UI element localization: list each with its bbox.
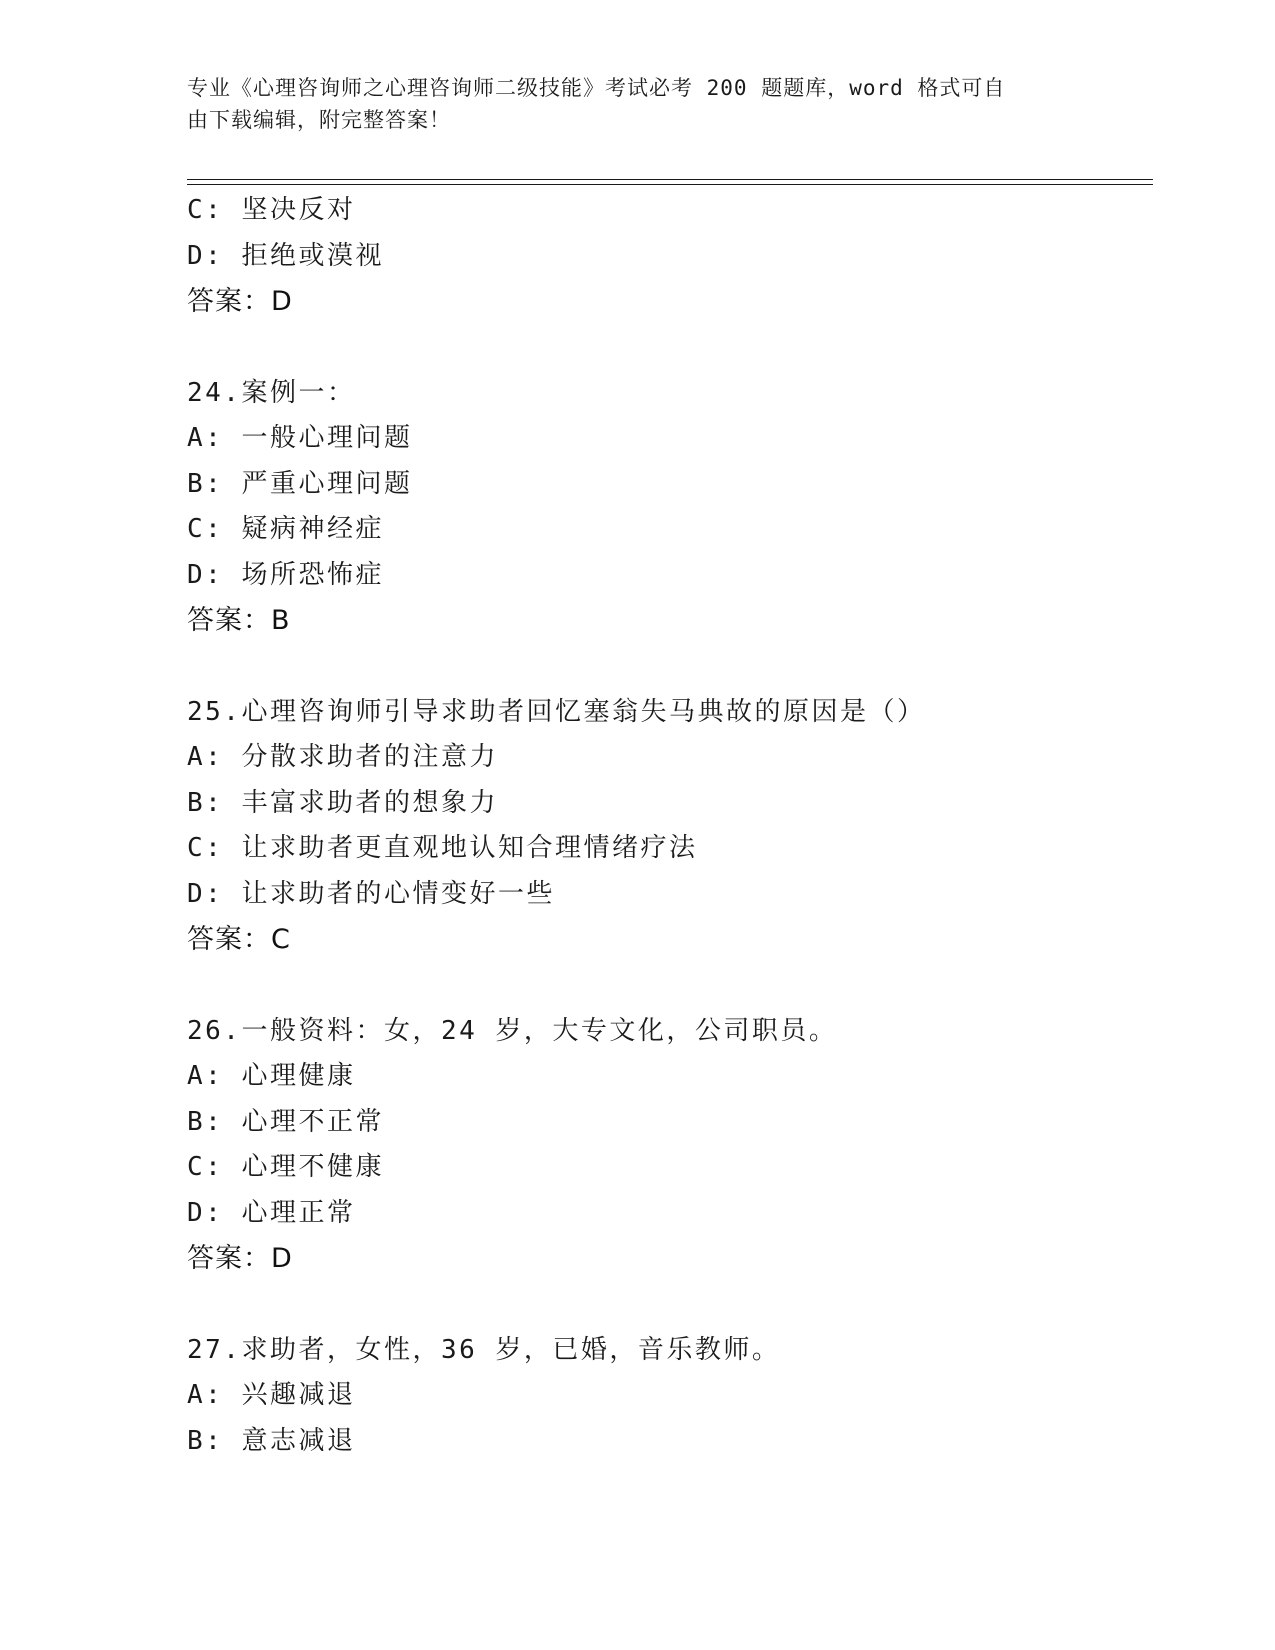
question-27 <box>187 1328 1147 1465</box>
question-23-tail <box>187 188 1147 325</box>
answer-line: 答案：D <box>187 286 293 317</box>
question-stem: 26.一般资料：女，24 岁，大专文化，公司职员。 <box>187 1015 838 1046</box>
option-c: C: 让求助者更直观地认知合理情绪疗法 <box>187 833 698 863</box>
answer-line: 答案：C <box>187 924 291 955</box>
option-b: B: 严重心理问题 <box>187 468 413 499</box>
option-d: D: 拒绝或漠视 <box>187 240 384 271</box>
option-d: D: 让求助者的心情变好一些 <box>187 878 555 909</box>
option-a: A: 分散求助者的注意力 <box>187 742 498 772</box>
option-b: B: 丰富求助者的想象力 <box>187 787 498 818</box>
option-c: C: 疑病神经症 <box>187 514 384 544</box>
option-d: D: 心理正常 <box>187 1197 356 1228</box>
header-line-2: 由下载编辑，附完整答案！ <box>187 108 451 132</box>
header-line-1: 专业《心理咨询师之心理咨询师二级技能》考试必考 200 题题库，word 格式可自 <box>187 76 1006 100</box>
header-rule-bottom <box>187 184 1153 185</box>
question-stem: 24.案例一： <box>187 377 356 408</box>
option-b: B: 意志减退 <box>187 1425 356 1456</box>
option-a: A: 心理健康 <box>187 1061 356 1091</box>
question-25 <box>187 690 1147 963</box>
option-b: B: 心理不正常 <box>187 1106 384 1137</box>
option-a: A: 兴趣减退 <box>187 1380 356 1410</box>
question-stem: 25.心理咨询师引导求助者回忆塞翁失马典故的原因是（） <box>187 696 926 727</box>
spacer <box>187 1282 1147 1328</box>
option-c: C: 心理不健康 <box>187 1152 384 1182</box>
answer-line: 答案：B <box>187 605 291 636</box>
question-stem: 27.求助者，女性，36 岁，已婚，音乐教师。 <box>187 1334 781 1365</box>
spacer <box>187 644 1147 690</box>
question-26 <box>187 1009 1147 1282</box>
question-24 <box>187 371 1147 644</box>
spacer <box>187 325 1147 371</box>
answer-line: 答案：D <box>187 1243 293 1274</box>
spacer <box>187 963 1147 1009</box>
document-header <box>187 72 1087 136</box>
option-a: A: 一般心理问题 <box>187 423 413 453</box>
option-c: C: 坚决反对 <box>187 195 356 225</box>
option-d: D: 场所恐怖症 <box>187 559 384 590</box>
header-rule-top <box>187 179 1153 180</box>
question-list <box>187 188 1147 1464</box>
